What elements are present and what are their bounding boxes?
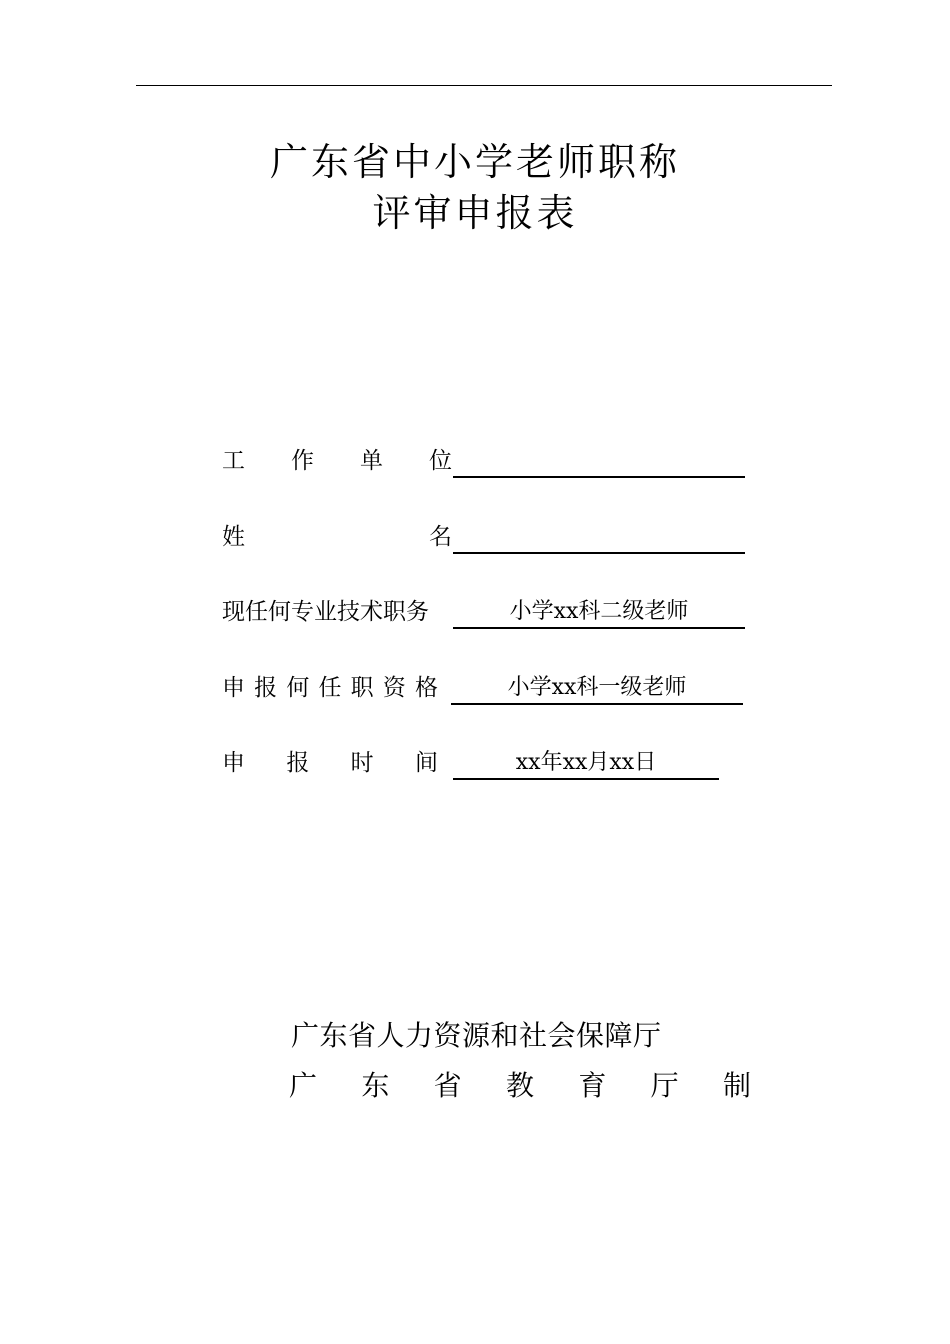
issuer-char: 制 [722, 1069, 751, 1102]
label-char: 职 [350, 675, 374, 701]
field-work-unit-label [222, 444, 452, 478]
work-unit-input[interactable] [453, 444, 745, 478]
label-char: 格 [414, 675, 438, 701]
label-char: 时 [350, 750, 374, 776]
form-title-line-2: 评审申报表 [372, 191, 578, 235]
label-char: 单 [360, 448, 383, 474]
label-text: 现任何专业技术职务 [222, 599, 429, 625]
label-char: 名 [429, 524, 452, 550]
issuer-char: 厅 [650, 1069, 679, 1102]
label-char: 申 [222, 675, 245, 701]
label-char: 作 [291, 448, 314, 474]
name-input[interactable] [453, 520, 745, 554]
label-char: 工 [222, 448, 245, 474]
field-current-title-label [222, 595, 452, 629]
issuer-char: 育 [578, 1069, 607, 1102]
label-char: 间 [414, 750, 438, 776]
label-char: 报 [286, 750, 310, 776]
label-char: 位 [429, 448, 452, 474]
label-char: 姓 [222, 524, 245, 550]
field-application-date-label [222, 746, 438, 780]
form-title-line-1: 广东省中小学老师职称 [269, 140, 680, 184]
applied-qualification-input[interactable]: 小学xx科一级老师 [451, 671, 743, 705]
application-date-input[interactable]: xx年xx月xx日 [453, 746, 719, 780]
issuer-department-2 [289, 1068, 751, 1104]
issuer-char: 省 [433, 1069, 462, 1102]
issuer-char: 教 [505, 1069, 534, 1102]
label-char: 何 [286, 675, 310, 701]
field-name-label [222, 520, 452, 554]
issuer-char: 广 [289, 1069, 318, 1102]
label-char: 申 [222, 750, 245, 776]
field-applied-qualification-label [222, 671, 438, 705]
label-char: 报 [254, 675, 278, 701]
label-char: 资 [382, 675, 406, 701]
label-char: 任 [318, 675, 342, 701]
current-title-input[interactable]: 小学xx科二级老师 [453, 595, 745, 629]
issuer-char: 东 [361, 1069, 390, 1102]
top-rule [136, 85, 832, 86]
issuer-department-1: 广东省人力资源和社会保障厅 [291, 1019, 662, 1052]
